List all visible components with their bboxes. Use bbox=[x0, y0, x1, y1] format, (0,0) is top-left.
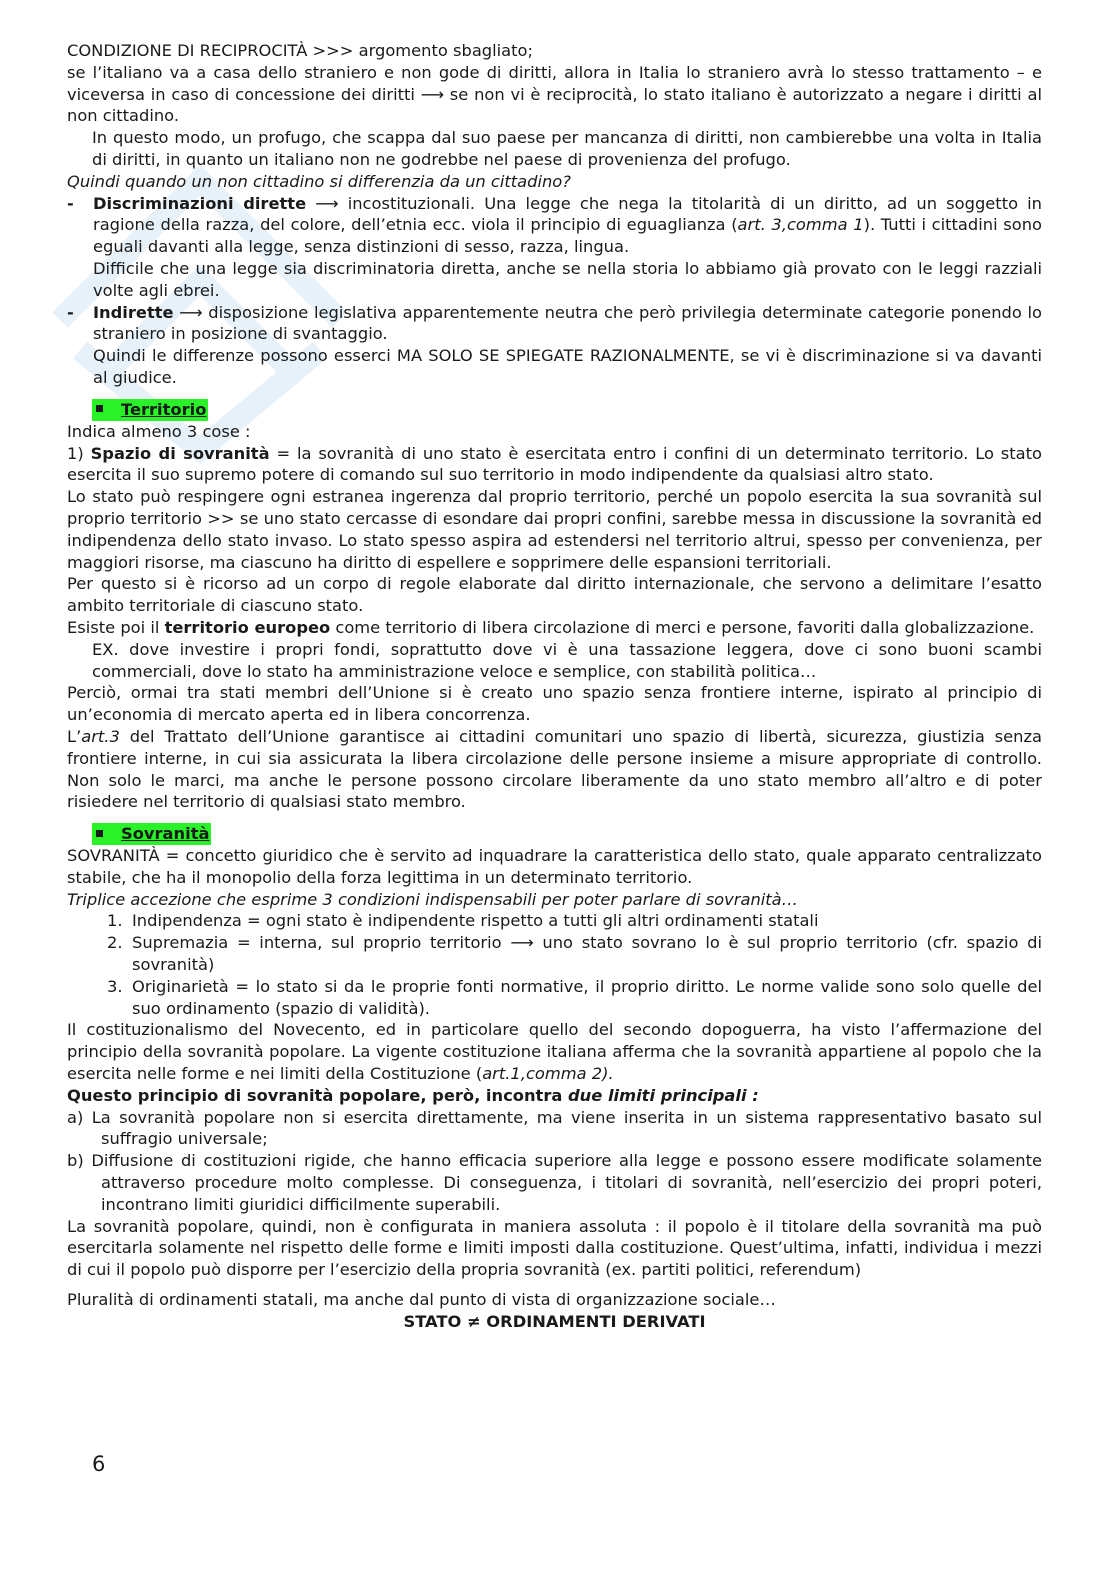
paragraph-sovranita-def: SOVRANITÀ = concetto giuridico che è servito ad inquadrare la caratteristica dello stato, quale apparato centralizzato stabile, che ha il monopolio della forza legittima in un determinato territorio. bbox=[67, 846, 1042, 887]
paragraph-sovranita-popolare: La sovranità popolare, quindi, non è configurata in maniera assoluta : il popolo è il titolare della sovranità ma può esercitarla solamente nel rispetto delle forme e limiti imposti dalla costituzione. Quest’ultima, infatti, individua i mezzi di cui il popolo può disporre per l’esercizio della propria sovranità (ex. partiti politici, referendum) bbox=[67, 1216, 1042, 1280]
numbered-item-originarieta: 3. Originarietà = lo stato si da le proprie fonti normative, il proprio diritto. Le norme valide sono solo quelle del suo ordinamento (spazio di validità). bbox=[107, 976, 1042, 1018]
paragraph-ingerenza: Lo stato può respingere ogni estranea ingerenza dal proprio territorio, perché un popolo esercita la sua sovranità sul proprio territorio >> se uno stato cercasse di esondare dai propri confini, sarebbe messa in discussione la sovranità ed indipendenza dello stato invaso. Lo stato spesso aspira ad estendersi nel territorio altrui, spesso per convenienza, per maggiori risorse, ma ciascuno ha diritto di espellere e sopprimere delle espansioni territoriali. bbox=[67, 487, 1042, 572]
paragraph-triplice: Triplice accezione che esprime 3 condizioni indispensabili per poter parlare di sovranità… bbox=[67, 889, 798, 909]
term-indirette: Indirette bbox=[93, 302, 174, 322]
dash-bullet: - bbox=[67, 302, 74, 322]
paragraph-percio: Perciò, ormai tra stati membri dell’Unione si è creato uno spazio senza frontiere interne, ispirato al principio di un’economia di mercato aperta ed in libera concorrenza. bbox=[67, 683, 1042, 725]
paragraph-leggi-razziali: Difficile che una legge sia discriminatoria diretta, anche se nella storia lo abbiamo già provato con le leggi razziali volte agli ebrei. bbox=[93, 258, 1042, 300]
term-spazio-sovranita: Spazio di sovranità bbox=[90, 443, 270, 463]
paragraph-reciprocita: se l’italiano va a casa dello straniero e non gode di diritti, allora in Italia lo straniero avrà lo stesso trattamento – e viceversa in caso di concessione dei diritti ⟶ se non vi è reciprocità, lo stato italiano è autorizzato a negare i diritti al non cittadino. bbox=[67, 62, 1042, 126]
term-territorio-europeo: territorio europeo bbox=[164, 617, 331, 637]
term-discriminazioni-dirette: Discriminazioni dirette bbox=[93, 193, 307, 213]
paragraph-profugo: In questo modo, un profugo, che scappa dal suo paese per mancanza di diritti, non cambierebbe una volta in Italia di diritti, in quanto un italiano non ne godrebbe nel paese di provenienza del profugo. bbox=[92, 128, 1042, 169]
numbered-item-indipendenza: 1. Indipendenza = ogni stato è indipendente rispetto a tutti gli altri ordinamenti statali bbox=[107, 911, 819, 931]
paragraph-differenze: Quindi le differenze possono esserci MA SOLO SE SPIEGATE RAZIONALMENTE, se vi è discriminazione si va davanti al giudice. bbox=[93, 346, 1042, 387]
list-item-a: a) La sovranità popolare non si esercita direttamente, ma viene inserita in un sistema rappresentativo basato sul suffragio universale; bbox=[67, 1107, 1042, 1149]
paragraph-question: Quindi quando un non cittadino si differenzia da un cittadino? bbox=[67, 171, 571, 191]
section-heading-sovranita: Sovranità bbox=[67, 823, 1042, 845]
square-bullet-icon bbox=[96, 405, 103, 412]
paragraph-pluralita: Pluralità di ordinamenti statali, ma anche dal punto di vista di organizzazione sociale… bbox=[67, 1290, 776, 1310]
numbered-item-supremazia: 2. Supremazia = interna, sul proprio territorio ⟶ uno stato sovrano lo è sul proprio territorio (cfr. spazio di sovranità) bbox=[107, 933, 1042, 975]
article-reference: art. 3,comma 1 bbox=[737, 215, 864, 235]
list-item-b: b) Diffusione di costituzioni rigide, che hanno efficacia superiore alla legge e possono essere modificate solamente attraverso procedure molto complesse. Di conseguenza, i titolari di sovranità, nell’esercizio dei propri poteri, incontrano limiti giuridici difficilmente superabili. bbox=[67, 1151, 1042, 1214]
centered-heading-stato: STATO ≠ ORDINAMENTI DERIVATI bbox=[403, 1311, 706, 1331]
section-heading-territorio: Territorio bbox=[67, 399, 1042, 421]
paragraph-indica: Indica almeno 3 cose : bbox=[67, 421, 251, 441]
paragraph-reciprocita-title: CONDIZIONE DI RECIPROCITÀ >>> argomento sbagliato; bbox=[67, 41, 533, 60]
article-reference: art.3 bbox=[81, 726, 120, 746]
article-reference: art.1,comma 2). bbox=[482, 1064, 614, 1084]
page-number: 6 bbox=[92, 1452, 106, 1476]
dash-bullet: - bbox=[67, 193, 74, 213]
square-bullet-icon bbox=[96, 830, 103, 837]
paragraph-diritto-internazionale: Per questo si è ricorso ad un corpo di regole elaborate dal diritto internazionale, che servono a delimitare l’esatto ambito territoriale di ciascuno stato. bbox=[67, 574, 1042, 616]
list-item-discriminazioni-dirette: - Discriminazioni dirette ⟶ incostituzionali. Una legge che nega la titolarità di un diritto, ad un soggetto in ragione della razza, del colore, dell’etnia ecc. viola il principio di eguaglianza (art. 3,comma 1). Tutti i cittadini sono eguali davanti alla legge, senza distinzioni di sesso, razza, lingua. Difficile che una legge sia discriminatoria diretta, anche se nella storia lo abbiamo già provato con le leggi razziali volte agli ebrei. bbox=[67, 193, 1043, 300]
paragraph-ex: EX. dove investire i propri fondi, soprattutto dove vi è una tassazione leggera, dove ci sono buoni scambi commerciali, dove lo stato ha amministrazione veloce e semplice, con stabilità politica… bbox=[92, 639, 1042, 681]
document-page: CONDIZIONE DI RECIPROCITÀ >>> argomento sbagliato; se l’italiano va a casa dello straniero e non gode di diritti, allora in Italia lo straniero avrà lo stesso trattamento – e viceversa in caso di concessione dei diritti ⟶ se non vi è reciprocità, lo stato italiano è autorizzato a negare i diritti al non cittadino. In questo modo, un profugo, che scappa dal suo paese per mancanza di diritti, non cambierebbe una volta in Italia di diritti, in quanto un italiano non ne godrebbe nel paese di provenienza del profugo. Quindi quando un non cittadino si differenzia da un cittadino? - Discriminazioni dirette ⟶ incostituzionali. Una legge che nega la titolarità di un diritto, ad un soggetto in ragione della razza, del colore, dell’etnia ecc. viola il principio di eguaglianza (art. 3,comma 1). Tutti i cittadini sono eguali davanti alla legge, senza distinzioni di sesso, razza, lingua. Difficile che una legge sia discriminatoria diretta, anche se nella storia lo abbiamo già provato con le leggi razziali volte agli ebrei. - Indirette ⟶ disposizione legislativa apparentemente neutra che però privilegia determinate categorie ponendo lo straniero in posizione di svantaggio. Quindi le differenze possono esserci MA SOLO SE SPIEGATE RAZIONALMENTE, se vi è discriminazione si va davanti al giudice. Territorio Indica almeno 3 cose : 1) Spazio di sovranità = la sovranità di uno stato è esercitata entro i confini di un determinato territorio. Lo stato esercita il suo supremo potere di comando sul suo territorio in modo indipendente da qualsiasi altro stato. Lo stato può respingere ogni estranea ingerenza dal proprio territorio, perché un popolo esercita la sua sovranità sul proprio territorio >> se uno stato cercasse di esondare dai propri confini, sarebbe messa in discussione la sovranità ed indipendenza dello stato invaso. Lo stato spesso aspira ad estendersi nel territorio altrui, spesso per convenienza, per maggiori risorse, ma ciascuno ha diritto di espellere e sopprimere delle espansioni territoriali. Per questo si è ricorso ad un corpo di regole elaborate dal diritto internazionale, che servono a delimitare l’esatto ambito territoriale di ciascuno stato. Esiste poi il territorio europeo come territorio di libera circolazione di merci e persone, favoriti dalla globalizzazione. EX. dove investire i propri fondi, soprattutto dove vi è una tassazione leggera, dove ci sono buoni scambi commerciali, dove lo stato ha amministrazione veloce e semplice, con stabilità politica… Perciò, ormai tra stati membri dell’Unione si è creato uno spazio senza frontiere interne, ispirato al principio di un’economia di mercato aperta ed in libera concorrenza. L’art.3 del Trattato dell’Unione garantisce ai cittadini comunitari uno spazio di libertà, sicurezza, giustizia senza frontiere interne, in cui sia assicurata la libera circolazione delle persone insieme a misure appropriate di controllo. Non solo le marci, ma anche le persone possono circolare liberamente da uno stato membro all’altro e di poter risiedere nel territorio di qualsiasi stato membro. Sovranità SOVRANITÀ = concetto giuridico che è servito ad inquadrare la caratteristica dello stato, quale apparato centralizzato stabile, che ha il monopolio della forza legittima in un determinato territorio. Triplice accezione che esprime 3 condizioni indispensabili per poter parlare di sovranità… 1. Indipendenza = ogni stato è indipendente rispetto a tutti gli altri ordinamenti statali 2. Supremazia = interna, sul proprio territorio ⟶ uno stato sovrano lo è sul proprio territorio (cfr. spazio di sovranità) 3. Originarietà = lo stato si da le proprie fonti normative, il proprio diritto. Le norme valide sono solo quelle del suo ordinamento (spazio di validità). Il costituzionalismo del Novecento, ed in particolare quello del secondo dopoguerra, ha visto l’affermazione del principio della sovranità popolare. La vigente costituzione italiana afferma che la sovranità appartiene al popolo che la esercita nelle forme e nei limiti della Costituzione (art.1,comma 2). Questo principio di sovranità popolare, però, incontra due limiti principali : a) La sovranità popolare non si esercita direttamente, ma viene inserita in un sistema rappresentativo basato sul suffragio universale; b) Diffusione di costituzioni rigide, che hanno efficacia superiore alla legge e possono essere modificate solamente attraverso procedure molto complesse. Di conseguenza, i titolari di sovranità, nell’esercizio dei propri poteri, incontrano limiti giuridici difficilmente superabili. La sovranità popolare, quindi, non è configurata in maniera assoluta : il popolo è il titolare della sovranità ma può esercitarla solamente nel rispetto delle forme e limiti imposti dalla costituzione. Quest’ultima, infatti, individua i mezzi di cui il popolo può disporre per l’esercizio della propria sovranità (ex. partiti politici, referendum) Pluralità di ordinamenti statali, ma anche dal punto di vista di organizzazione sociale… STATO ≠ ORDINAMENTI DERIVATI bbox=[67, 41, 1043, 1331]
list-item-indirette: - Indirette ⟶ disposizione legislativa apparentemente neutra che però privilegia determinate categorie ponendo lo straniero in posizione di svantaggio. Quindi le differenze possono esserci MA SOLO SE SPIEGATE RAZIONALMENTE, se vi è discriminazione si va davanti al giudice. bbox=[67, 302, 1042, 387]
